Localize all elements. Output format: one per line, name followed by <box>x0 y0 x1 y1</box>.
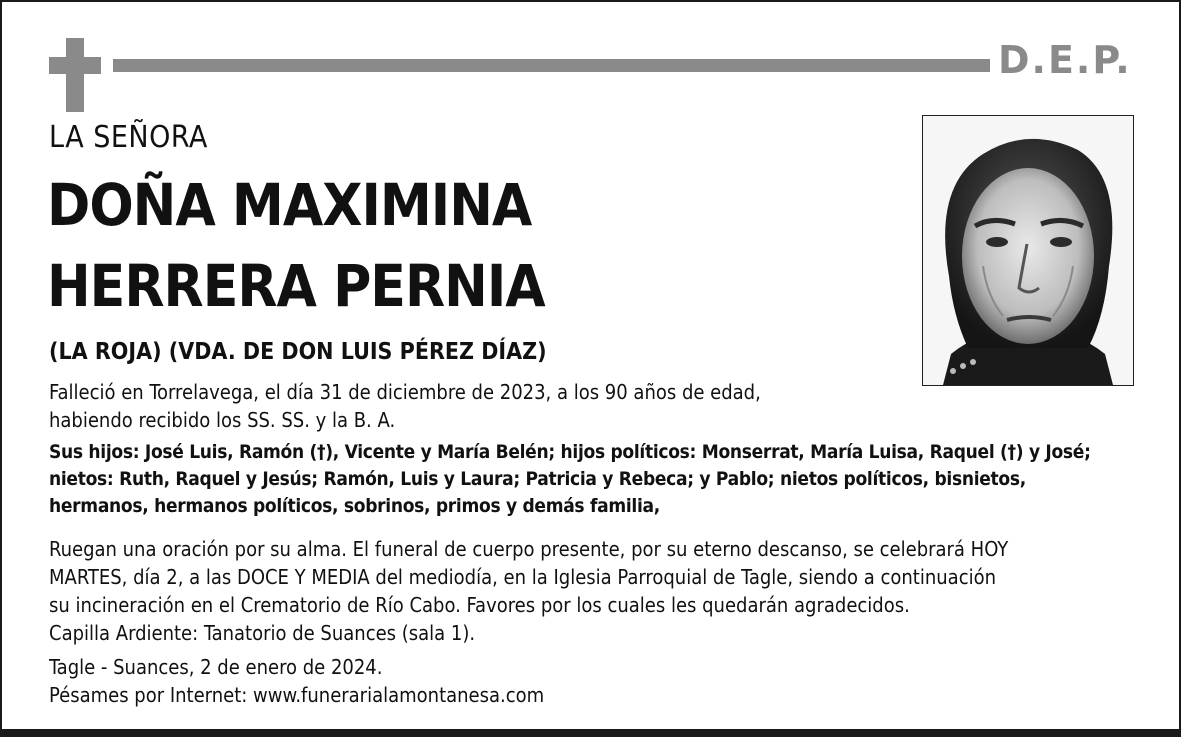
funeral-line: Ruegan una oración por su alma. El funeral de cuerpo presente, por su eterno descanso, se celebrará HOY <box>49 537 1009 561</box>
place-date: Tagle - Suances, 2 de enero de 2024. <box>49 655 383 679</box>
funeral-line: MARTES, día 2, a las DOCE Y MEDIA del mediodía, en la Iglesia Parroquial de Tagle, siendo a continuación <box>49 565 997 589</box>
funeral-line: su incineración en el Crematorio de Río Cabo. Favores por los cuales les quedarán agradecidos. <box>49 593 910 617</box>
cross-icon <box>49 38 101 112</box>
family-line: hermanos, hermanos políticos, sobrinos, primos y demás familia, <box>49 495 660 517</box>
chapel-info: Capilla Ardiente: Tanatorio de Suances (sala 1). <box>49 621 476 645</box>
funeral-details <box>49 535 1139 619</box>
dep-label: D.E.P. <box>998 38 1132 82</box>
honorific: LA SEÑORA <box>49 120 208 155</box>
nickname-widow-line: (LA ROJA) (VDA. DE DON LUIS PÉREZ DÍAZ) <box>49 339 547 365</box>
deceased-name-line-1: DOÑA MAXIMINA <box>47 171 532 239</box>
death-line: Falleció en Torrelavega, el día 31 de diciembre de 2023, a los 90 años de edad, <box>49 380 761 404</box>
death-details <box>49 378 909 434</box>
condolences-link[interactable]: Pésames por Internet: www.funerarialamontanesa.com <box>49 683 545 707</box>
header-rule <box>113 59 990 72</box>
family-line: nietos: Ruth, Raquel y Jesús; Ramón, Luis y Laura; Patricia y Rebeca; y Pablo; nietos políticos, bisnietos, <box>49 468 1026 490</box>
family-list <box>49 439 1149 520</box>
portrait-photo <box>922 115 1134 386</box>
family-line: Sus hijos: José Luis, Ramón (†), Vicente y María Belén; hijos políticos: Monserrat, María Luisa, Raquel (†) y José; <box>49 441 1091 463</box>
deceased-name-line-2: HERRERA PERNIA <box>47 252 545 320</box>
death-line: habiendo recibido los SS. SS. y la B. A. <box>49 408 396 432</box>
